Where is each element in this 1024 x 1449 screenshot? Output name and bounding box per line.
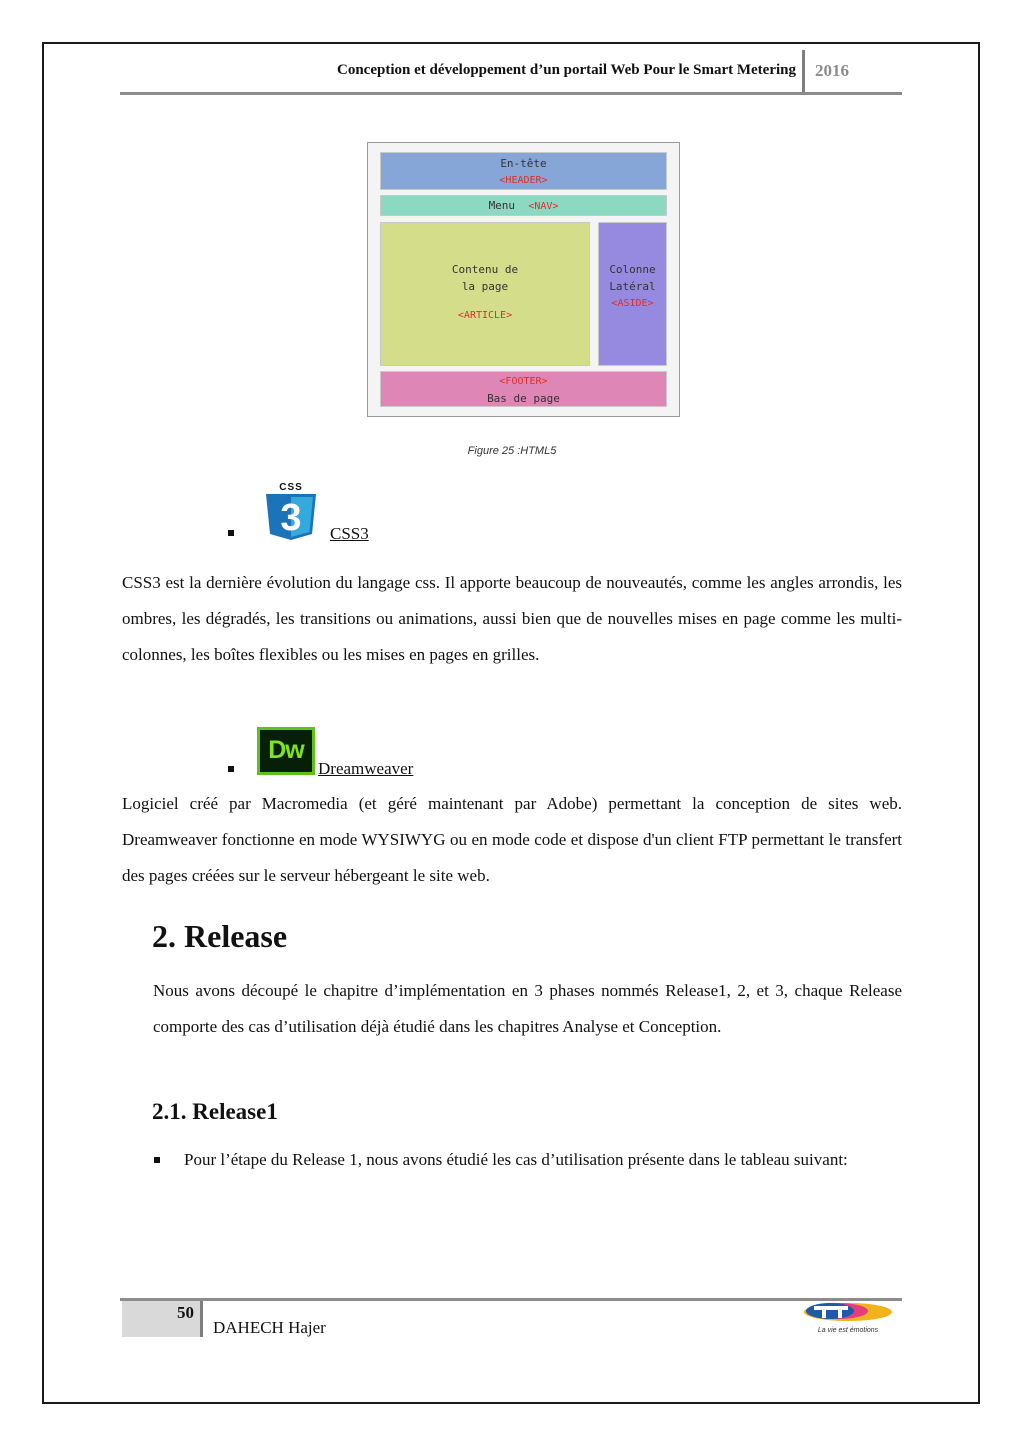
release-paragraph: Nous avons découpé le chapitre d’implémentation en 3 phases nommés Release1, 2, et 3, chaque Release comporte des cas d’utilisation déjà étudié dans les chapitres Analyse et Conception. [153,981,902,1036]
footer-separator [200,1301,203,1337]
html5-layout-figure [367,142,680,417]
figure-article-line1: Contenu de [451,263,519,276]
figure-footer-label: Bas de page [487,392,560,405]
figure-aside-block [598,222,667,366]
svg-text:3: 3 [280,497,302,539]
running-header-title: Conception et développement d’un portail Web Pour le Smart Metering [337,62,796,78]
figure-header-tag: <HEADER> [499,175,548,186]
figure-nav-label: Menu [488,199,516,212]
css3-paragraph: CSS3 est la dernière évolution du langage css. Il apporte beaucoup de nouveautés, comme les angles arrondis, les ombres, les dégradés, les transitions ou animations, aussi bien que de nouvelles mises en page comme les multi-colonnes, les boîtes flexibles ou les mises en pages en grilles. [122,573,902,664]
release1-bullet-text: Pour l’étape du Release 1, nous avons étudié les cas d’utilisation présente dans le tableau suivant: [184,1150,848,1169]
dreamweaver-paragraph: Logiciel créé par Macromedia (et géré maintenant par Adobe) permettant la conception de sites web. Dreamweaver fonctionne en mode WYSIWYG ou en mode code et dispose d'un client FTP permettant le transfert des pages créées sur le serveur hébergeant le site web. [122,794,902,885]
figure-nav-tag: <NAV> [528,201,559,212]
section-heading-release: 2. Release [152,918,288,954]
figure-nav-block [380,195,667,216]
figure-article-block [380,222,590,366]
css3-label: CSS3 [330,524,369,543]
logo-slogan: La vie est émotions [817,1327,879,1334]
bullet-square [228,530,234,536]
subsection-heading-release1: 2.1. Release1 [152,1099,278,1124]
dreamweaver-label: Dreamweaver [318,759,414,778]
page-number: 50 [177,1303,194,1322]
figure-aside-line2: Latéral [609,280,656,293]
running-header-year: 2016 [815,61,849,80]
figure-article-line2: la page [461,280,509,293]
header-separator [802,50,805,94]
figure-caption: Figure 25 :HTML5 [467,445,557,457]
footer-rule [120,1298,902,1301]
footer-author: DAHECH Hajer [213,1318,326,1337]
svg-text:CSS: CSS [279,482,303,493]
figure-header-block [380,152,667,190]
figure-footer-tag: <FOOTER> [499,376,548,387]
figure-header-label: En-tête [500,157,547,170]
figure-aside-tag: <ASIDE> [611,298,654,309]
figure-aside-line1: Colonne [609,263,656,276]
header-rule [120,92,902,95]
figure-footer-block [380,371,667,407]
dreamweaver-logo-icon: Dw [257,727,315,775]
bullet-square [228,766,234,772]
css3-logo-icon [258,480,324,542]
figure-article-tag: <ARTICLE> [457,310,513,321]
bullet-square [154,1157,160,1163]
